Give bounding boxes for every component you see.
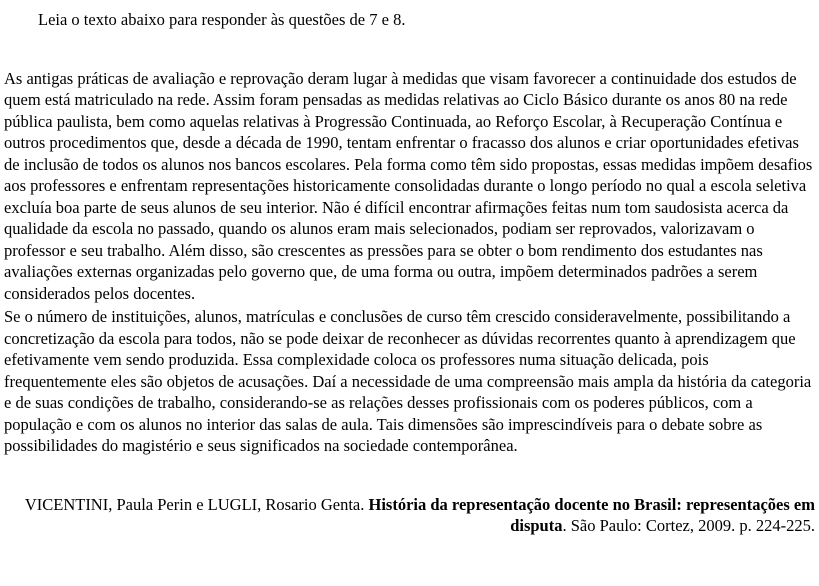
citation-book-title: História da representação docente no Brasil: representações em disputa — [368, 494, 815, 535]
citation-publication: . São Paulo: Cortez, 2009. p. 224-225. — [562, 516, 815, 535]
text-paragraph-1: As antigas práticas de avaliação e reprovação deram lugar à medidas que visam favorecer a continuidade dos estudos de quem está matriculado na rede. Assim foram pensadas as medidas relativas ao Ciclo Básico durante os anos 80 na rede pública paulista, bem como aquelas relativas à Progressão Continuada, ao Reforço Escolar, à Recuperação Contínua e outros procedimentos que, desde a década de 1990, tentam enfrentar o fracasso dos alunos e criar oportunidades efetivas de inclusão de todos os alunos nos bancos escolares. Pela forma como têm sido propostas, essas medidas impõem desafios aos professores e enfrentam representações historicamente consolidadas durante o longo período no qual a escola seletiva excluía boa parte de seus alunos de seu interior. Não é difícil encontrar afirmações feitas num tom saudosista acerca da qualidade da escola no passado, quando os alunos eram mais selecionados, podiam ser reprovados, valorizavam o professor e seu trabalho. Além disso, são crescentes as pressões para se obter o bom rendimento dos estudantes nas avaliações externas organizadas pelo governo que, de uma forma ou outra, impõem determinados padrões a serem considerados pelos docentes. — [4, 68, 813, 303]
text-paragraph-2: Se o número de instituições, alunos, matrículas e conclusões de curso têm crescido consideravelmente, possibilitando a concretização da escola para todos, não se pode deixar de reconhecer as dúvidas recorrentes quanto à aprendizagem que efetivamente vem sendo produzida. Essa complexidade coloca os professores numa situação delicada, pois frequentemente eles são objetos de acusações. Daí a necessidade de uma compreensão mais ampla da história da categoria e de suas condições de trabalho, considerando-se as relações desses profissionais com os poderes públicos, com a população e com os alunos no interior das salas de aula. Tais dimensões são imprescindíveis para o debate sobre as possibilidades do magistério e seus significados na sociedade contemporânea. — [4, 307, 812, 455]
instruction-line: Leia o texto abaixo para responder às questões de 7 e 8. — [38, 10, 406, 29]
citation — [4, 494, 815, 537]
citation-authors: VICENTINI, Paula Perin e LUGLI, Rosario Genta. — [24, 494, 369, 514]
